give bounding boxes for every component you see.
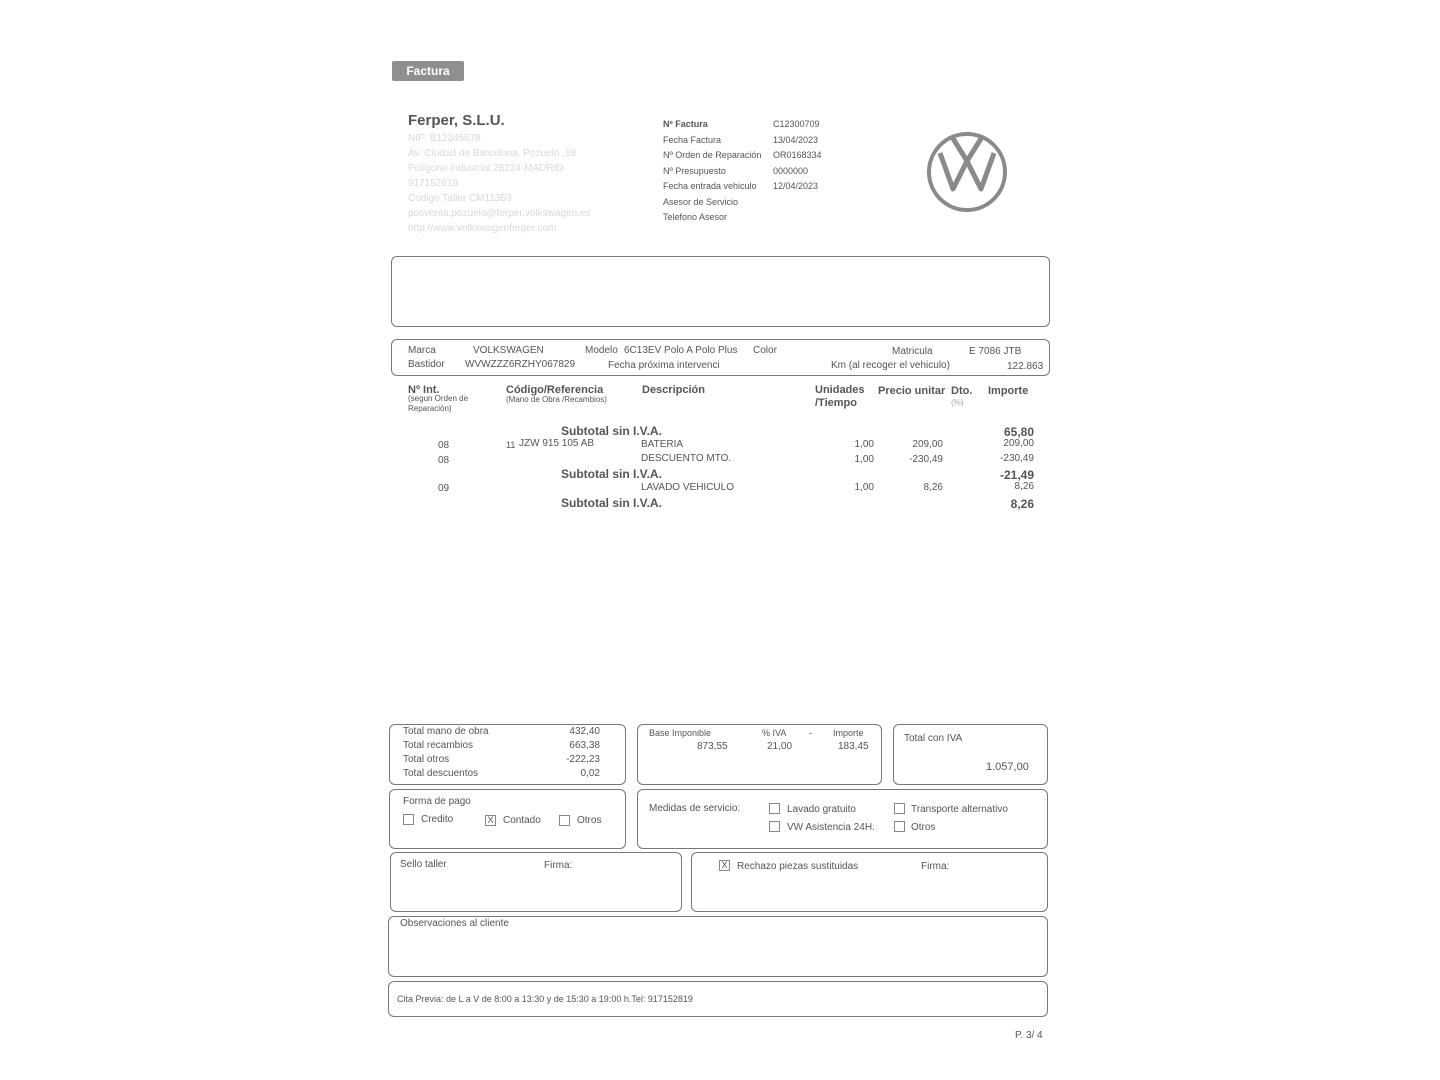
otros-label: Otros bbox=[577, 815, 602, 826]
header-nint: Nº Int. bbox=[408, 384, 440, 396]
total-otros-value: -222,23 bbox=[566, 754, 600, 765]
bastidor-value: WVWZZZ6RZHY067829 bbox=[465, 359, 576, 370]
proxima-label: Fecha próxima intervenci bbox=[608, 360, 720, 371]
company-email: posventa.pozuelo@ferper.volkswagen.es bbox=[408, 208, 591, 219]
header-precio: Precio unitar bbox=[878, 385, 946, 397]
row-desc: DESCUENTO MTO. bbox=[641, 453, 732, 464]
total-iva-label: Total con IVA bbox=[904, 733, 963, 744]
invoice-value: C12300709 bbox=[773, 119, 820, 129]
row-nint: 08 bbox=[438, 455, 450, 466]
iva-label: % IVA bbox=[762, 728, 787, 738]
company-name: Ferper, S.L.U. bbox=[408, 112, 505, 129]
otros-servicio-label: Otros bbox=[911, 822, 936, 833]
observaciones-label: Observaciones al cliente bbox=[400, 918, 509, 929]
company-workshop-code: Codigo Taller CM11353 bbox=[408, 193, 512, 204]
modelo-value: 6C13EV Polo A Polo Plus bbox=[624, 345, 738, 356]
row-nint: 09 bbox=[438, 483, 450, 494]
invoice-label: Nº Factura bbox=[663, 119, 708, 129]
row-desc: LAVADO VEHICULO bbox=[641, 482, 734, 493]
bastidor-label: Bastidor bbox=[408, 359, 445, 370]
header-codigo-sub: (Mano de Obra /Recambios) bbox=[506, 395, 607, 404]
otros-checkbox[interactable] bbox=[559, 815, 570, 826]
row-importe: 8,26 bbox=[1014, 481, 1034, 492]
invoice-info bbox=[663, 119, 822, 228]
subtotal-label: Subtotal sin I.V.A. bbox=[561, 424, 662, 438]
otros-servicio-checkbox[interactable] bbox=[894, 821, 905, 832]
subtotal-value: -21,49 bbox=[999, 468, 1034, 482]
base-value: 873,55 bbox=[697, 741, 728, 752]
invoice-label: Nº Orden de Reparación bbox=[663, 150, 762, 160]
row-precio: 8,26 bbox=[923, 482, 943, 493]
company-city: Polígono industrial 28224-MADRID bbox=[408, 163, 564, 174]
services-box bbox=[637, 789, 1048, 849]
row-importe: 209,00 bbox=[1003, 438, 1034, 449]
credito-checkbox[interactable] bbox=[403, 814, 414, 825]
total-mano-obra-label: Total mano de obra bbox=[403, 726, 489, 737]
importe-value: 183,45 bbox=[838, 741, 869, 752]
cita-text: Cita Previa: de L a V de 8:00 a 13:30 y de 15:30 a 19:00 h.Tel: 917152819 bbox=[397, 994, 693, 1004]
sello-label: Sello taller bbox=[400, 859, 447, 870]
row-desc: BATERIA bbox=[641, 439, 684, 450]
firma2-label: Firma: bbox=[921, 861, 950, 872]
rechazo-checkbox[interactable]: X bbox=[719, 860, 730, 871]
subtotal-value: 8,26 bbox=[1010, 497, 1034, 511]
invoice-value: OR0168334 bbox=[773, 150, 822, 160]
invoice-label: Nº Presupuesto bbox=[663, 165, 726, 176]
payment-title: Forma de pago bbox=[403, 796, 471, 807]
asistencia-label: VW Asistencia 24H. bbox=[787, 822, 875, 833]
page-number: P. 3/ 4 bbox=[1015, 1030, 1043, 1041]
row-importe: -230,49 bbox=[1000, 453, 1034, 464]
credito-label: Credito bbox=[421, 814, 454, 825]
base-label: Base Imponible bbox=[649, 728, 712, 738]
row-precio: 209,00 bbox=[912, 439, 943, 450]
matricula-value: E 7086 JTB bbox=[969, 346, 1022, 357]
row-unid: 1,00 bbox=[854, 439, 874, 450]
header-importe: Importe bbox=[988, 385, 1029, 397]
invoice-label: Telefono Asesor bbox=[663, 212, 728, 222]
document-label: Factura bbox=[392, 61, 464, 81]
transporte-label: Transporte alternativo bbox=[911, 804, 1008, 815]
marca-label: Marca bbox=[408, 345, 436, 356]
color-label: Color bbox=[753, 345, 777, 356]
header-descripcion: Descripción bbox=[642, 384, 705, 396]
total-descuentos-label: Total descuentos bbox=[403, 768, 479, 779]
transporte-checkbox[interactable] bbox=[894, 803, 905, 814]
invoice-value: 0000000 bbox=[773, 165, 809, 176]
header-nint-sub: (segun Orden de Reparación) bbox=[408, 394, 469, 413]
matricula-label: Matricula bbox=[892, 346, 933, 357]
km-label: Km (al recoger el vehiculo) bbox=[831, 360, 950, 371]
importe-label: Importe bbox=[833, 728, 864, 738]
total-descuentos-value: 0,02 bbox=[580, 768, 600, 779]
iva-separator: - bbox=[809, 728, 812, 738]
modelo-label: Modelo bbox=[585, 345, 618, 356]
row-codigo: JZW 915 105 AB bbox=[519, 438, 595, 449]
invoice-label: Fecha entrada vehiculo bbox=[663, 181, 757, 191]
row-codigo-prefix: 11 bbox=[506, 440, 516, 450]
customer-box bbox=[391, 256, 1050, 327]
subtotal-label: Subtotal sin I.V.A. bbox=[561, 467, 662, 481]
contado-checkbox[interactable]: X bbox=[485, 815, 496, 826]
company-address: Av. Ciudad de Barcelona, Pozuelo ,18 bbox=[408, 148, 577, 159]
firma-label: Firma: bbox=[544, 860, 573, 871]
invoice-label: Fecha Factura bbox=[663, 134, 722, 145]
total-recambios-value: 663,38 bbox=[569, 740, 600, 751]
header-codigo: Código/Referencia bbox=[506, 384, 604, 396]
subtotal-value: 65,80 bbox=[1003, 425, 1034, 439]
row-unid: 1,00 bbox=[854, 482, 874, 493]
subtotal-label: Subtotal sin I.V.A. bbox=[561, 496, 662, 510]
total-recambios-label: Total recambios bbox=[403, 740, 474, 751]
total-mano-obra-value: 432,40 bbox=[569, 726, 600, 737]
company-web: http://www.volkswagenferper.com bbox=[408, 223, 557, 234]
lavado-checkbox[interactable] bbox=[769, 803, 780, 814]
services-title: Medidas de servicio: bbox=[649, 803, 741, 814]
invoice-value: 13/04/2023 bbox=[773, 134, 819, 145]
header-unidades: Unidades /Tiempo bbox=[815, 384, 865, 409]
company-cif: NIF: B12345678 bbox=[408, 133, 481, 144]
company-block bbox=[408, 112, 648, 234]
rechazo-label: Rechazo piezas sustituidas bbox=[737, 861, 859, 872]
lavado-label: Lavado gratuito bbox=[787, 804, 856, 815]
invoice-value: 12/04/2023 bbox=[773, 181, 819, 191]
marca-value: VOLKSWAGEN bbox=[473, 345, 544, 356]
asistencia-checkbox[interactable] bbox=[769, 821, 780, 832]
iva-value: 21,00 bbox=[767, 741, 793, 752]
total-otros-label: Total otros bbox=[403, 754, 450, 765]
header-dto-sub: (%) bbox=[951, 398, 964, 407]
invoice-label: Asesor de Servicio bbox=[663, 196, 739, 207]
total-iva-value: 1.057,00 bbox=[986, 761, 1029, 773]
row-nint: 08 bbox=[438, 440, 450, 451]
header-dto: Dto. bbox=[951, 385, 973, 397]
vw-logo bbox=[926, 131, 1008, 213]
company-phone: 917152819 bbox=[408, 178, 459, 189]
contado-label: Contado bbox=[503, 815, 541, 826]
row-precio: -230,49 bbox=[909, 454, 943, 465]
km-value: 122.863 bbox=[1007, 361, 1044, 372]
row-unid: 1,00 bbox=[854, 454, 874, 465]
